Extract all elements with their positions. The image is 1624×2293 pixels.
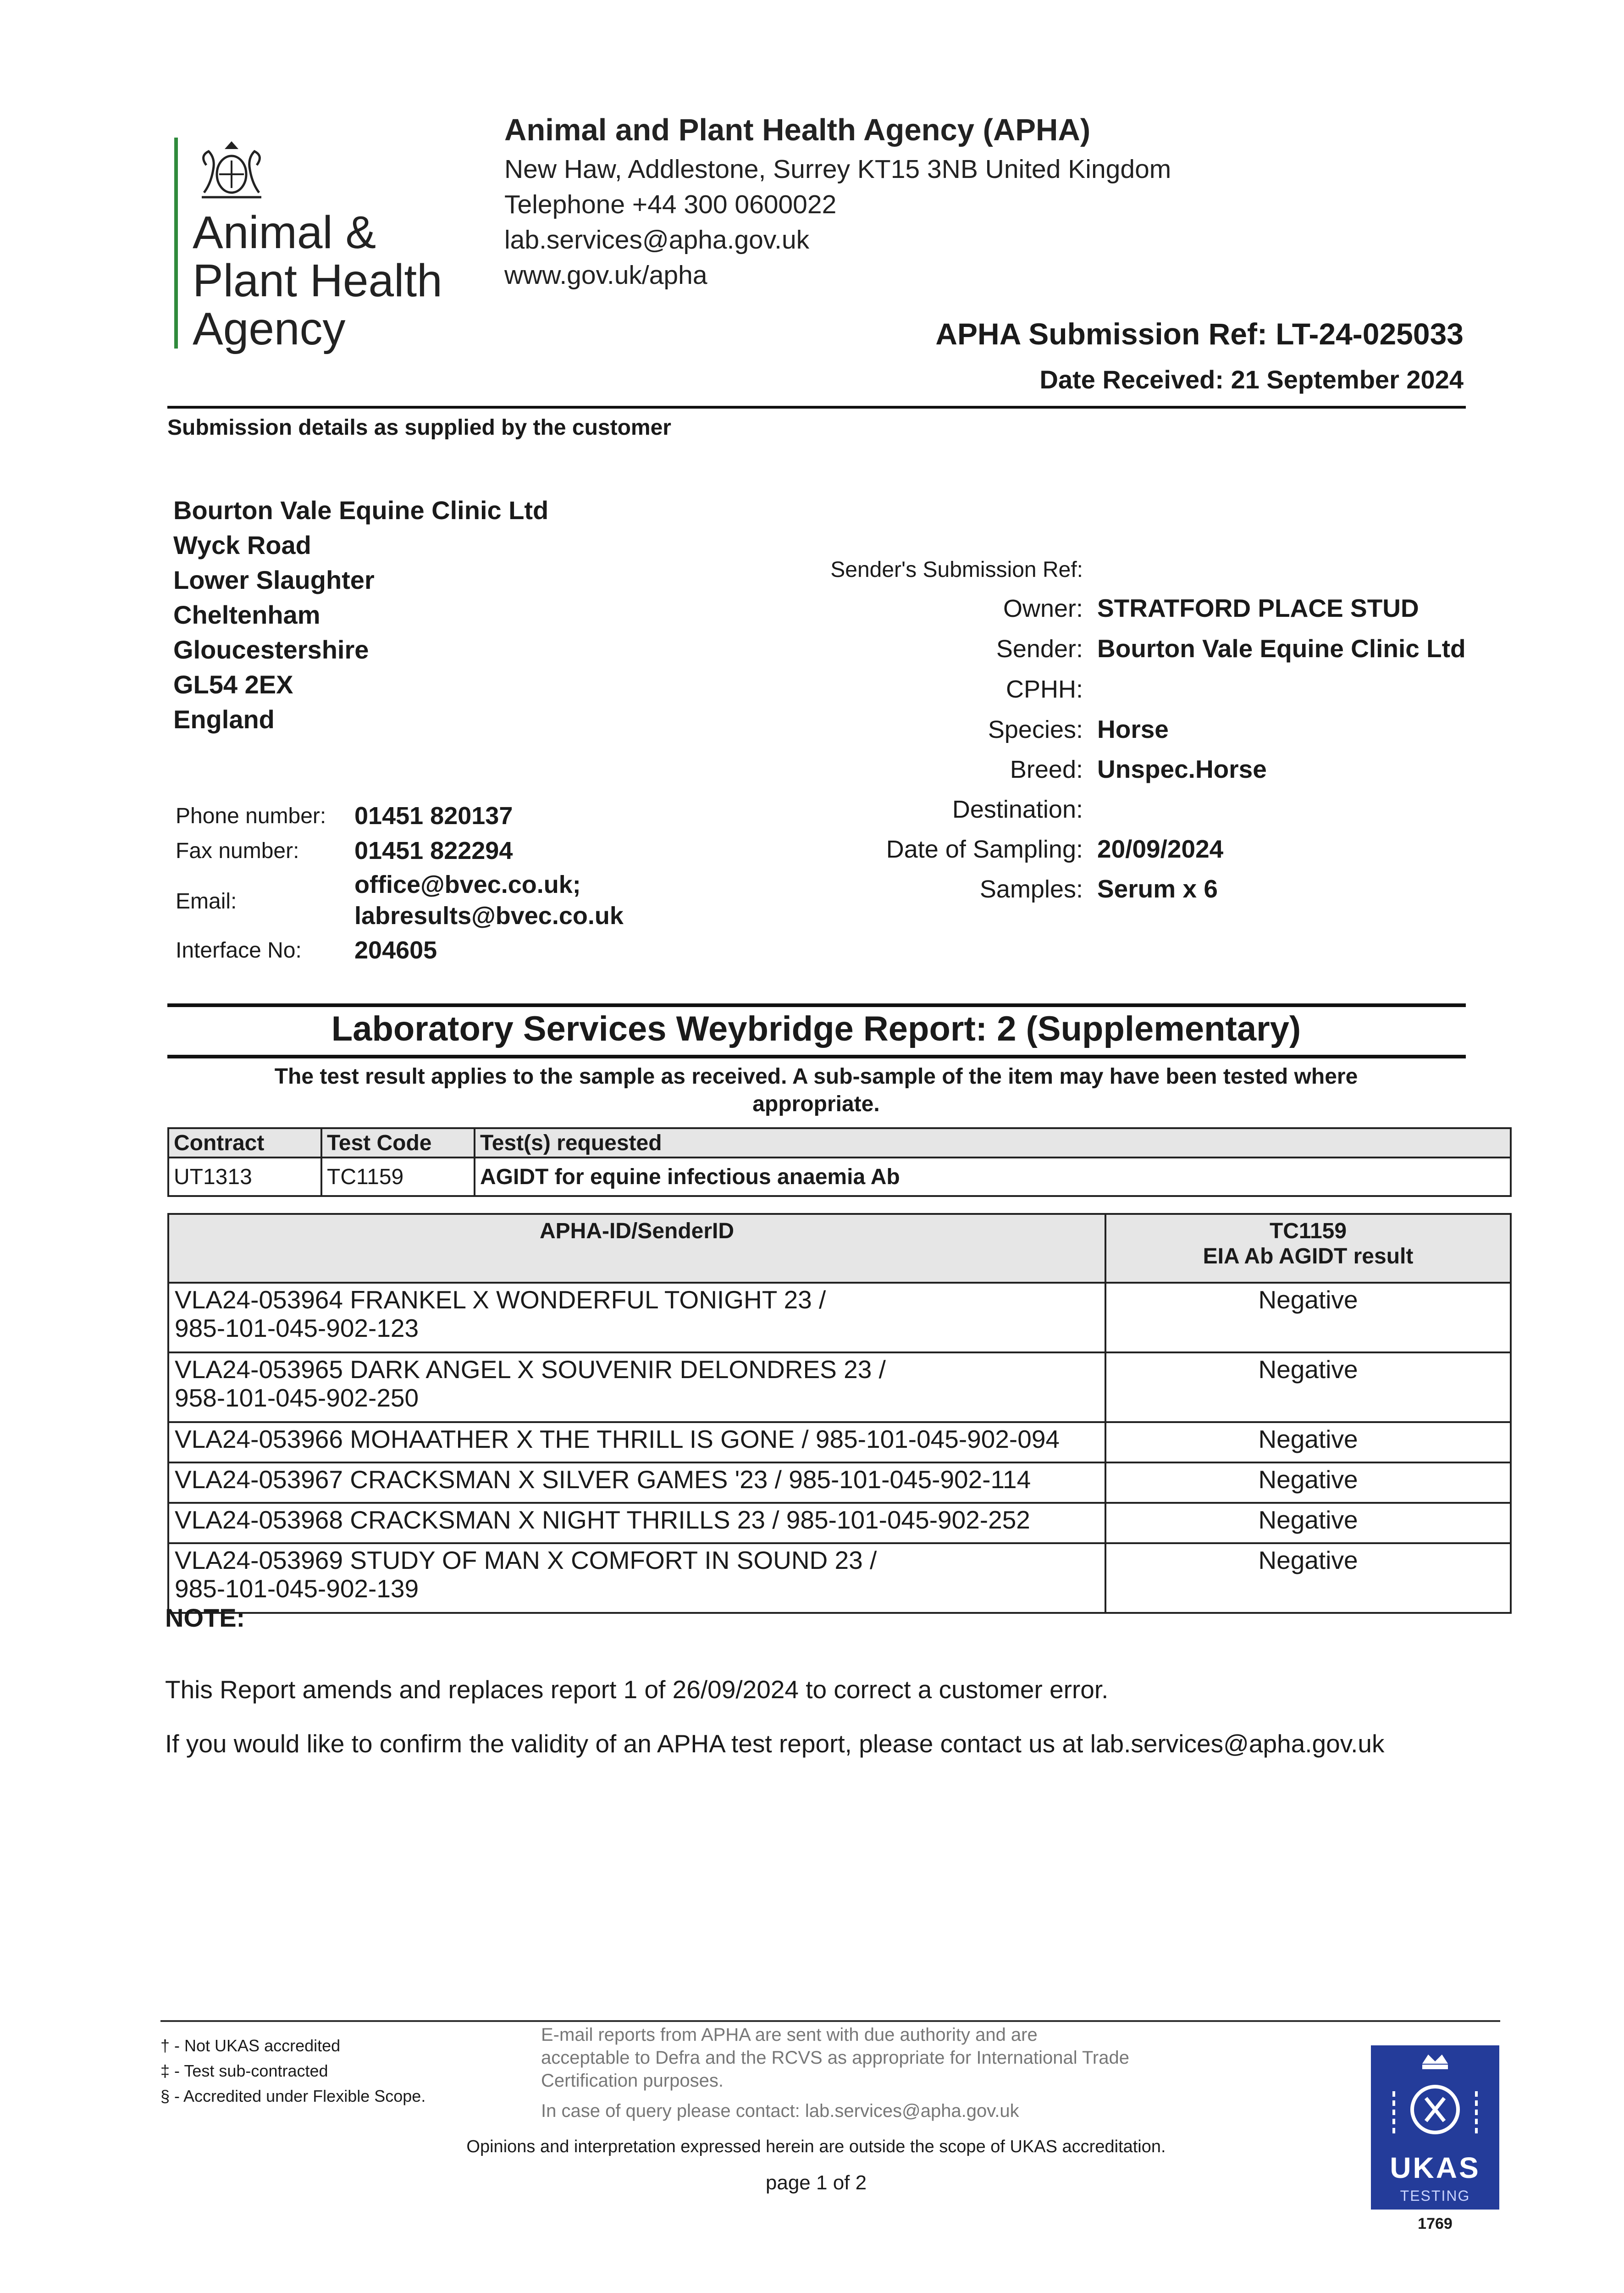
sender-ref-label: Sender's Submission Ref: bbox=[830, 558, 1083, 582]
result-header-code: TC1159 bbox=[1269, 1219, 1347, 1243]
applies-statement bbox=[183, 1063, 1449, 1118]
sample-id-line-1: VLA24-053969 STUDY OF MAN X COMFORT IN SOUND 23 / bbox=[175, 1546, 877, 1574]
destination-label: Destination: bbox=[952, 796, 1083, 823]
table-header-row bbox=[168, 1214, 1511, 1283]
applies-line-1: The test result applies to the sample as received. A sub-sample of the item may have been tested where bbox=[274, 1064, 1358, 1089]
result-cell: Negative bbox=[1105, 1283, 1511, 1352]
agency-email-link[interactable]: lab.services@apha.gov.uk bbox=[504, 225, 810, 255]
fax-value: 01451 822294 bbox=[354, 837, 513, 864]
species-label: Species: bbox=[988, 716, 1083, 743]
test-code-cell: TC1159 bbox=[321, 1158, 475, 1196]
samples-label: Samples: bbox=[979, 875, 1083, 903]
legend-sub-contracted: ‡ - Test sub-contracted bbox=[160, 2061, 328, 2080]
customer-address-line: Bourton Vale Equine Clinic Ltd bbox=[173, 496, 549, 525]
table-row bbox=[168, 1283, 1511, 1352]
column-header-result bbox=[1105, 1214, 1511, 1283]
email-report-note-line-3: Certification purposes. bbox=[541, 2071, 724, 2091]
agency-address: New Haw, Addlestone, Surrey KT15 3NB United Kingdom bbox=[504, 155, 1171, 184]
email-value-1[interactable]: office@bvec.co.uk; bbox=[354, 871, 581, 898]
sample-id-cell bbox=[168, 1283, 1105, 1352]
opinions-disclaimer: Opinions and interpretation expressed herein are outside the scope of UKAS accreditation. bbox=[466, 2137, 1166, 2156]
phone-value: 01451 820137 bbox=[354, 802, 513, 830]
legend-flexible-scope: § - Accredited under Flexible Scope. bbox=[160, 2087, 426, 2105]
customer-address-line: Cheltenham bbox=[173, 600, 320, 629]
breed-value: Unspec.Horse bbox=[1097, 755, 1267, 783]
fax-label: Fax number: bbox=[176, 839, 299, 863]
report-title-rule-top bbox=[167, 1003, 1466, 1007]
customer-address-line: GL54 2EX bbox=[173, 670, 293, 699]
ukas-testing-label: TESTING bbox=[1400, 2188, 1470, 2204]
agency-telephone: Telephone +44 300 0600022 bbox=[504, 190, 837, 219]
result-cell: Negative bbox=[1105, 1352, 1511, 1422]
result-cell: Negative bbox=[1105, 1462, 1511, 1503]
table-header-row bbox=[168, 1128, 1511, 1158]
submission-reference: APHA Submission Ref: LT-24-025033 bbox=[935, 317, 1464, 351]
owner-label: Owner: bbox=[1003, 595, 1083, 622]
email-report-note-line-1: E-mail reports from APHA are sent with due authority and are bbox=[541, 2025, 1038, 2045]
column-header-contract: Contract bbox=[168, 1128, 321, 1158]
validity-note: If you would like to confirm the validity of an APHA test report, please contact us at lab.services@apha.gov.uk bbox=[165, 1729, 1385, 1758]
date-received: Date Received: 21 September 2024 bbox=[1039, 365, 1464, 394]
email-label: Email: bbox=[176, 889, 237, 914]
customer-address-line: Gloucestershire bbox=[173, 635, 369, 664]
email-report-note-line-2: acceptable to Defra and the RCVS as appropriate for International Trade bbox=[541, 2048, 1129, 2068]
test-requested-cell: AGIDT for equine infectious anaemia Ab bbox=[475, 1158, 1511, 1196]
report-title: Laboratory Services Weybridge Report: 2 (Supplementary) bbox=[331, 1009, 1301, 1048]
table-row bbox=[168, 1158, 1511, 1196]
sampling-date-value: 20/09/2024 bbox=[1097, 835, 1224, 863]
species-value: Horse bbox=[1097, 715, 1169, 743]
sample-id-line-2: 985-101-045-902-139 bbox=[175, 1574, 419, 1603]
submission-caption: Submission details as supplied by the customer bbox=[167, 415, 671, 440]
column-header-tests-requested: Test(s) requested bbox=[475, 1128, 1511, 1158]
customer-address-line: Wyck Road bbox=[173, 531, 311, 559]
sampling-date-label: Date of Sampling: bbox=[886, 836, 1083, 863]
applies-line-2: appropriate. bbox=[752, 1092, 880, 1116]
logo-text-line-3: Agency bbox=[193, 303, 346, 354]
sample-id-cell bbox=[168, 1543, 1105, 1613]
breed-label: Breed: bbox=[1010, 756, 1083, 783]
sender-value: Bourton Vale Equine Clinic Ltd bbox=[1097, 634, 1466, 663]
table-row bbox=[168, 1503, 1511, 1543]
ukas-testing-logo bbox=[1371, 2045, 1499, 2210]
sample-id-cell: VLA24-053966 MOHAATHER X THE THRILL IS GONE / 985-101-045-902-094 bbox=[168, 1422, 1105, 1462]
result-cell: Negative bbox=[1105, 1503, 1511, 1543]
interface-value: 204605 bbox=[354, 936, 437, 964]
sample-id-cell: VLA24-053967 CRACKSMAN X SILVER GAMES '23 / 985-101-045-902-114 bbox=[168, 1462, 1105, 1503]
column-header-test-code: Test Code bbox=[321, 1128, 475, 1158]
page-number: page 1 of 2 bbox=[765, 2171, 867, 2194]
footer-divider bbox=[160, 2020, 1500, 2022]
table-row bbox=[168, 1352, 1511, 1422]
legend-not-accredited: † - Not UKAS accredited bbox=[160, 2036, 341, 2055]
sample-id-line-2: 985-101-045-902-123 bbox=[175, 1314, 419, 1342]
contract-cell: UT1313 bbox=[168, 1158, 321, 1196]
sample-id-line-2: 958-101-045-902-250 bbox=[175, 1384, 419, 1412]
sample-id-cell: VLA24-053968 CRACKSMAN X NIGHT THRILLS 23 / 985-101-045-902-252 bbox=[168, 1503, 1105, 1543]
cphh-label: CPHH: bbox=[1005, 676, 1083, 703]
sample-id-cell bbox=[168, 1352, 1105, 1422]
agency-website-link[interactable]: www.gov.uk/apha bbox=[504, 260, 707, 290]
phone-label: Phone number: bbox=[176, 804, 326, 828]
logo-accent-bar bbox=[174, 138, 178, 349]
table-row bbox=[168, 1422, 1511, 1462]
samples-value: Serum x 6 bbox=[1097, 875, 1218, 903]
royal-coat-of-arms-icon bbox=[193, 138, 271, 202]
sample-id-line-1: VLA24-053965 DARK ANGEL X SOUVENIR DELONDRES 23 / bbox=[175, 1355, 886, 1384]
owner-value: STRATFORD PLACE STUD bbox=[1097, 594, 1419, 622]
sample-id-line-1: VLA24-053964 FRANKEL X WONDERFUL TONIGHT 23 / bbox=[175, 1285, 826, 1314]
tests-requested-table bbox=[167, 1127, 1512, 1197]
note-heading: NOTE: bbox=[165, 1603, 245, 1632]
result-cell: Negative bbox=[1105, 1543, 1511, 1613]
email-value-2[interactable]: labresults@bvec.co.uk bbox=[354, 902, 624, 930]
amendment-note: This Report amends and replaces report 1 of 26/09/2024 to correct a customer error. bbox=[165, 1675, 1109, 1704]
header-divider bbox=[167, 406, 1466, 409]
table-row bbox=[168, 1462, 1511, 1503]
ukas-crown-icon bbox=[1371, 2045, 1499, 2151]
ukas-accreditation-number: 1769 bbox=[1418, 2215, 1453, 2232]
result-cell: Negative bbox=[1105, 1422, 1511, 1462]
logo-text-line-2: Plant Health bbox=[193, 255, 442, 306]
customer-address-line: England bbox=[173, 705, 275, 734]
report-title-rule-bottom bbox=[167, 1055, 1466, 1058]
ukas-label: UKAS bbox=[1390, 2151, 1480, 2184]
interface-label: Interface No: bbox=[176, 938, 302, 963]
query-contact-note: In case of query please contact: lab.services@apha.gov.uk bbox=[541, 2101, 1019, 2121]
column-header-id: APHA-ID/SenderID bbox=[168, 1214, 1105, 1283]
logo-text-line-1: Animal & bbox=[193, 207, 376, 258]
customer-address-line: Lower Slaughter bbox=[173, 565, 375, 594]
result-header-name: EIA Ab AGIDT result bbox=[1203, 1244, 1414, 1268]
sender-label: Sender: bbox=[996, 635, 1083, 663]
table-row bbox=[168, 1543, 1511, 1613]
agency-name: Animal and Plant Health Agency (APHA) bbox=[504, 113, 1091, 147]
results-table bbox=[167, 1213, 1512, 1614]
